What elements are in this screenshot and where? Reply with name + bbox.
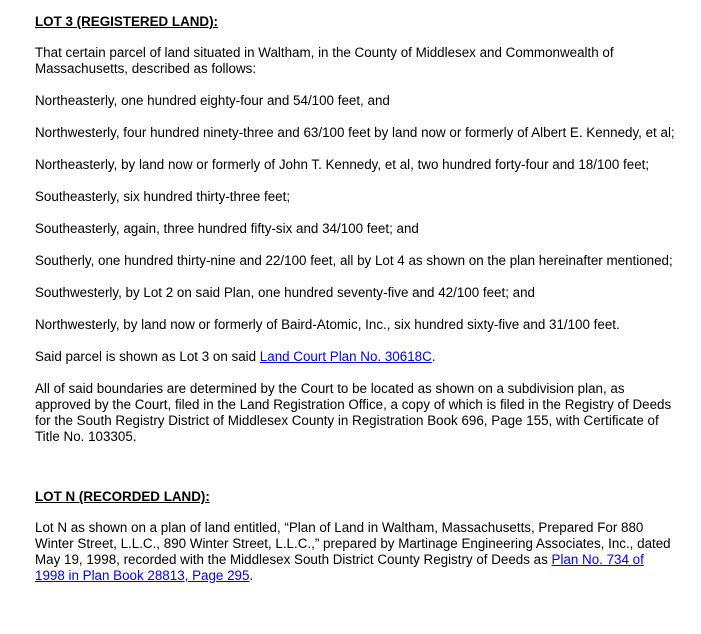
bound-2: Northwesterly, four hundred ninety-three and 63/100 feet by land now or formerly of Albert E. Kennedy, et al; [35, 125, 675, 140]
bound-8: Northwesterly, by land now or formerly of Baird-Atomic, Inc., six hundred sixty-five and 31/100 feet. [35, 317, 620, 332]
bound-6: Southerly, one hundred thirty-nine and 22/100 feet, all by Lot 4 as shown on the plan hereinafter mentioned; [35, 253, 673, 268]
lotn-paragraph [35, 520, 677, 584]
plan-book-link[interactable]: Plan No. 734 of 1998 in Plan Book 28813, Page 295 [35, 552, 644, 583]
lotn-suffix: . [249, 568, 254, 583]
land-court-plan-link[interactable]: Land Court Plan No. 30618C [259, 349, 432, 364]
bound-4: Southeasterly, six hundred thirty-three feet; [35, 189, 291, 204]
lotn-text: Lot N as shown on a plan of land entitled, “Plan of Land in Waltham, Massachusetts, Prepared For 880 Winter Street, L.L.C., 890 Winter Street, L.L.C.,” prepared by Martinage Engineering Associates, Inc., dated May 19, 1998, recorded with the Middlesex South District County Registry of Deeds as [35, 520, 671, 567]
plan-suffix: . [431, 349, 436, 364]
lotn-heading: LOT N (RECORDED LAND): [35, 489, 210, 504]
lot3-plan-reference [35, 349, 677, 365]
lot3-intro: That certain parcel of land situated in Waltham, in the County of Middlesex and Commonwealth of Massachusetts, described as follows: [35, 45, 614, 76]
bound-7: Southwesterly, by Lot 2 on said Plan, one hundred seventy-five and 42/100 feet; and [35, 285, 536, 300]
lot3-boundaries-paragraph: All of said boundaries are determined by the Court to be located as shown on a subdivision plan, as approved by the Court, filed in the Land Registration Office, a copy of which is filed in the Registry of Deeds for the South Registry District of Middlesex County in Registration Book 696, Page 155, with Certificate of Title No. 103305. [35, 381, 672, 444]
bound-3: Northeasterly, by land now or formerly of John T. Kennedy, et al, two hundred forty-four and 18/100 feet; [35, 157, 650, 172]
section-spacer [35, 461, 677, 489]
bound-5: Southeasterly, again, three hundred fifty-six and 34/100 feet; and [35, 221, 419, 236]
plan-prefix: Said parcel is shown as Lot 3 on said [35, 349, 260, 364]
bound-1: Northeasterly, one hundred eighty-four and 54/100 feet, and [35, 93, 390, 108]
lot3-heading: LOT 3 (REGISTERED LAND): [35, 14, 219, 29]
